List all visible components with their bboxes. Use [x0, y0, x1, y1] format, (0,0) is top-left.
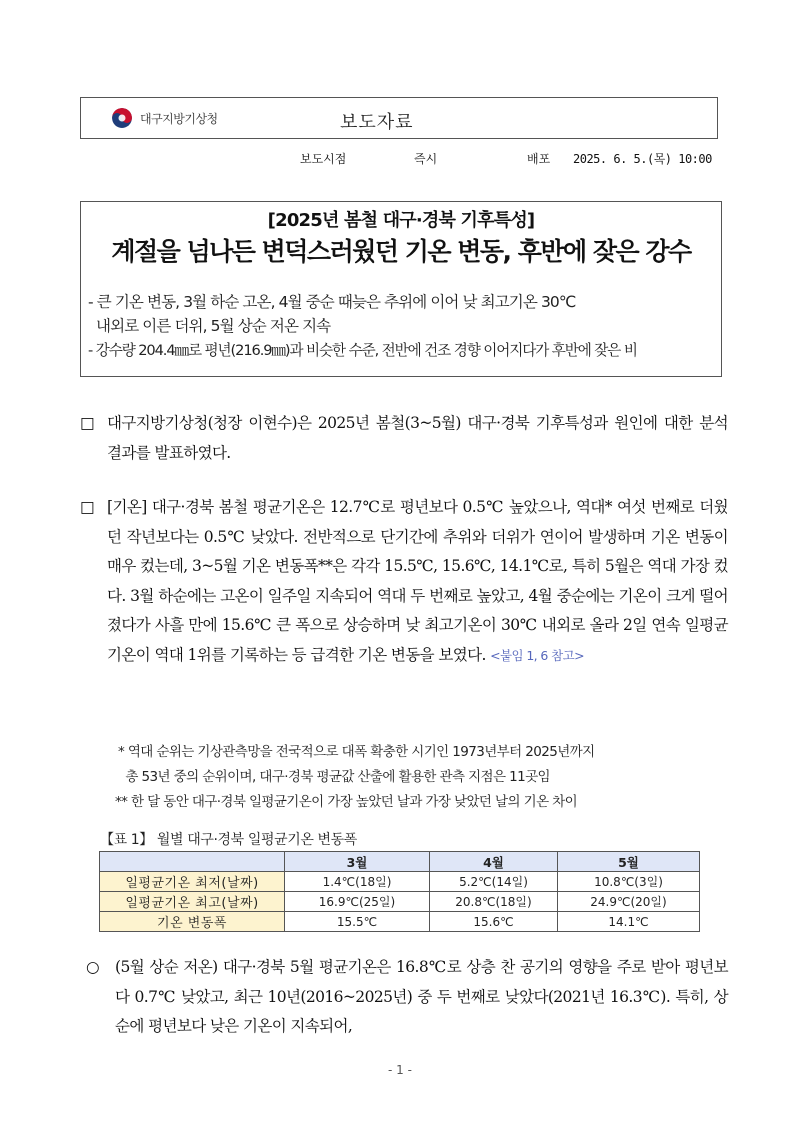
table-cell: 14.1℃	[558, 912, 700, 932]
table-cell: 20.8℃(18일)	[430, 892, 558, 912]
monthly-temperature-table	[99, 851, 700, 932]
footnote-ranking: * 역대 순위는 기상관측망을 전국적으로 대폭 확충한 시기인 1973년부터 2025년까지	[118, 744, 595, 760]
intro-paragraph-text: 대구지방기상청(청장 이현수)은 2025년 봄철(3~5월) 대구·경북 기후특성과 원인에 대한 분석 결과를 발표하였다.	[107, 414, 728, 462]
summary-subtitle: [2025년 봄철 대구·경북 기후특성]	[267, 210, 535, 231]
table-row	[100, 912, 700, 932]
table-row	[100, 872, 700, 892]
intro-paragraph	[80, 409, 728, 468]
table-header-may: 5월	[558, 852, 700, 872]
table-cell: 15.5℃	[285, 912, 430, 932]
attachment-reference: <붙임 1, 6 참고>	[490, 647, 584, 663]
agency-name: 대구지방기상청	[140, 112, 218, 126]
footnote-variation: ** 한 달 동안 대구·경북 일평균기온이 가장 높았던 날과 가장 낮았던 날의 기온 차이	[115, 794, 578, 810]
table-header-march: 3월	[285, 852, 430, 872]
table-header-row	[100, 852, 700, 872]
circle-bullet-icon: ○	[86, 958, 99, 976]
table-cell: 24.9℃(20일)	[558, 892, 700, 912]
table-header-april: 4월	[430, 852, 558, 872]
release-time-label: 보도시점	[300, 152, 347, 166]
temperature-paragraph-body: [기온] 대구·경북 봄철 평균기온은 12.7℃로 평년보다 0.5℃ 높았으나, 역대* 여섯 번째로 더웠던 작년보다는 0.5℃ 낮았다. 전반적으로 단기간에 추위와 더위가 연이어 발생하며 기온 변동이 매우 컸는데, 3~5월 기온 변동폭**은 각각 15.5℃, 15.6℃, 14.1℃로, 특히 5월은 역대 가장 컸다. 3월 하순에는 고온이 일주일 지속되어 역대 두 번째로 높았고, 4월 중순에는 기온이 크게 떨어졌다가 사흘 만에 15.6℃ 큰 폭으로 상승하며 낮 최고기온이 30℃ 내외로 올라 2일 연속 일평균기온이 역대 1위를 기록하는 등 급격한 기온 변동을 보였다.	[107, 498, 728, 664]
summary-line: - 큰 기온 변동, 3월 하순 고온, 4월 중순 때늦은 추위에 이어 낮 최고기온 30℃	[88, 293, 576, 311]
square-bullet-icon: □	[80, 498, 95, 516]
page-number: - 1 -	[388, 1063, 412, 1077]
table-cell: 5.2℃(14일)	[430, 872, 558, 892]
row-label: 일평균기온 최고(날짜)	[100, 892, 285, 912]
table-cell: 10.8℃(3일)	[558, 872, 700, 892]
footnote-ranking-cont: 총 53년 중의 순위이며, 대구·경북 평균값 산출에 활용한 관측 지점은 11곳임	[118, 769, 550, 785]
table-cell: 16.9℃(25일)	[285, 892, 430, 912]
temperature-paragraph	[80, 493, 728, 670]
table-header-blank	[100, 852, 285, 872]
may-low-temp-text: (5월 상순 저온) 대구·경북 5월 평균기온은 16.8℃로 상층 찬 공기의 영향을 주로 받아 평년보다 0.7℃ 낮았고, 최근 10년(2016~2025년) 중 두 번째로 낮았다(2021년 16.3℃). 특히, 상순에 평년보다 낮은 기온이 지속되어,	[115, 958, 728, 1035]
summary-line: 내외로 이른 더위, 5월 상순 저온 지속	[88, 317, 331, 335]
distribution-label: 배포	[527, 152, 551, 166]
row-label: 일평균기온 최저(날짜)	[100, 872, 285, 892]
square-bullet-icon: □	[80, 414, 95, 432]
distribution-date: 2025. 6. 5.(목) 10:00	[573, 152, 712, 166]
release-time-value: 즉시	[414, 152, 438, 166]
may-low-temp-paragraph	[86, 953, 728, 1042]
table-cell: 1.4℃(18일)	[285, 872, 430, 892]
table-cell: 15.6℃	[430, 912, 558, 932]
table-row	[100, 892, 700, 912]
row-label: 기온 변동폭	[100, 912, 285, 932]
government-logo-icon	[112, 108, 132, 128]
temperature-paragraph-text	[107, 493, 728, 670]
summary-line: - 강수량 204.4㎜로 평년(216.9㎜)과 비슷한 수준, 전반에 건조 경향 이어지다가 후반에 잦은 비	[88, 342, 637, 359]
press-release-title: 보도자료	[340, 112, 414, 133]
table-caption: 【표 1】 월별 대구·경북 일평균기온 변동폭	[100, 832, 357, 848]
headline: 계절을 넘나든 변덕스러웠던 기온 변동, 후반에 잦은 강수	[111, 237, 691, 266]
